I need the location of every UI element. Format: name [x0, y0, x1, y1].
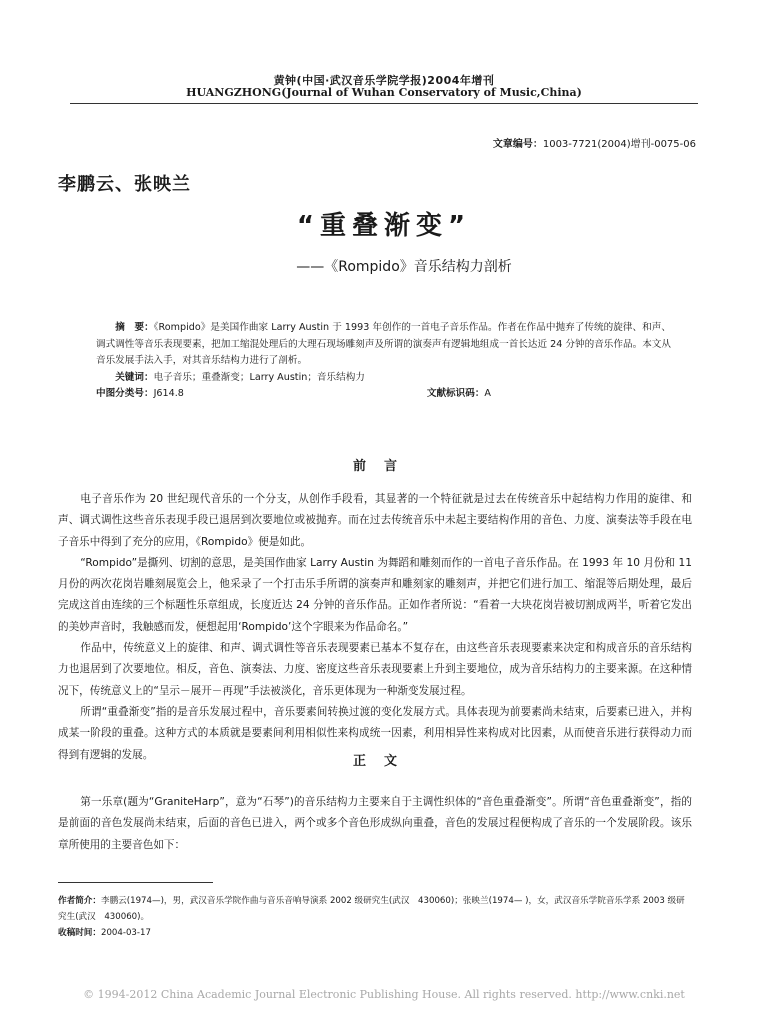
article-subtitle: ——《Rompido》音乐结构力剖析 [296, 259, 512, 275]
main-text-body [58, 792, 692, 856]
abstract [96, 320, 671, 370]
clc-label: 中图分类号： [96, 388, 154, 399]
classification-line [96, 386, 491, 403]
keywords [96, 370, 671, 387]
article-title: “重叠渐变” [296, 211, 472, 241]
paragraph: “Rompido”是撕列、切割的意思，是美国作曲家 Larry Austin 为舞蹈和雕刻而作的一首电子音乐作品。在 1993 年 10 月份和 11 月份的两次花岗岩雕刻展览会上，他采录了一个打击乐手所谓的演奏声和雕刻家的雕刻声，并把它们进行加工、缩混等后期处理，最后完成这首由连续的三个标题性乐章组成，长度近达 24 分钟的音乐作品。正如作者所说：“看着一大块花岗岩被切割成两半，听着它发出的美妙声音时，我触感而发，便想起用‘Rompido’这个字眼来为作品命名。” [58, 556, 692, 633]
received-date [58, 925, 690, 941]
footnote [58, 893, 690, 941]
paragraph: 作品中，传统意义上的旋律、和声、调式调性等音乐表现要素已基本不复存在，由这些音乐表现要素来决定和构成音乐的音乐结构力也退居到了次要地位。相反，音色、演奏法、力度、密度这些音乐表现要素上升到主要地位，成为音乐结构力的主要来源。在这种情况下，传统意义上的“呈示－展开－再现”手法被淡化，音乐更体现为一种渐变发展过程。 [58, 642, 692, 697]
keywords-text: 电子音乐；重叠渐变；Larry Austin；音乐结构力 [153, 371, 365, 383]
copyright-footer: © 1994-2012 China Academic Journal Electronic Publishing House. All rights reserved. http://www.cnki.net [83, 988, 685, 1001]
abstract-block [96, 320, 671, 403]
received-value: 2004-03-17 [100, 928, 151, 938]
section-heading-preface: 前言 [352, 459, 415, 474]
abstract-text: 《Rompido》是美国作曲家 Larry Austin 于 1993 年创作的一首电子音乐作品。作者在作品中抛弃了传统的旋律、和声、调式调性等音乐表现要素，把加工缩混处理后的大理石现场雕刻声及所谓的演奏声有逻辑地组成一首长达近 24 分钟的音乐作品。本文从音乐发展手法入手，对其音乐结构力进行了剖析。 [96, 322, 672, 366]
author-bio-text: 李鹏云(1974—)，男，武汉音乐学院作曲与音乐音响导演系 2002 级研究生(武汉 430060)；张映兰(1974— )，女，武汉音乐学院音乐学系 2003 级研究生(武汉 430060)。 [58, 896, 685, 922]
article-number-value: 1003-7721(2004)增刊-0075-06 [542, 139, 696, 150]
author-bio-label: 作者简介： [58, 896, 101, 906]
paragraph: 电子音乐作为 20 世纪现代音乐的一个分支，从创作手段看，其显著的一个特征就是过去在传统音乐中起结构力作用的旋律、和声、调式调性这些音乐表现手段已退居到次要地位或被抛弃。而在过去传统音乐中未起主要结构作用的音色、力度、演奏法等手段在电子音乐中得到了充分的应用，《Rompido》便是如此。 [58, 493, 692, 548]
document-code-value: A [484, 388, 491, 399]
article-number [493, 135, 696, 150]
journal-header-cn: 黄钟(中国·武汉音乐学院学报)2004年增刊 [273, 74, 495, 87]
section-heading-main-text: 正文 [352, 754, 415, 769]
keywords-label: 关键词： [115, 371, 154, 383]
clc-number [96, 386, 184, 403]
document-code-label: 文献标识码： [426, 388, 485, 399]
author-bio [58, 893, 690, 925]
received-label: 收稿时间： [58, 928, 101, 938]
abstract-label: 摘 要： [115, 322, 154, 333]
preface-body [58, 489, 692, 766]
document-code [427, 386, 491, 403]
journal-header-en: HUANGZHONG(Journal of Wuhan Conservatory of Music,China) [186, 86, 582, 99]
footnote-rule [58, 882, 213, 883]
clc-value: J614.8 [153, 388, 184, 399]
paragraph: 第一乐章(题为“GraniteHarp”，意为“石琴”)的音乐结构力主要来自于主调性织体的“音色重叠渐变”。所谓“音色重叠渐变”，指的是前面的音色发展尚未结束，后面的音色已进入，两个或多个音色形成纵向重叠，音色的发展过程便构成了音乐的一个发展阶段。该乐章所使用的主要音色如下： [58, 796, 692, 851]
paragraph: 所谓“重叠渐变”指的是音乐发展过程中，音乐要素间转换过渡的变化发展方式。具体表现为前要素尚未结束，后要素已进入，并构成某一阶段的重叠。这种方式的本质就是要素间利用相似性来构成统一因素，利用相异性来构成对比因素，从而使音乐进行获得动力而得到有逻辑的发展。 [58, 705, 692, 761]
article-number-label: 文章编号： [492, 139, 543, 150]
header-rule [70, 103, 698, 104]
authors: 李鹏云、张映兰 [58, 174, 191, 195]
